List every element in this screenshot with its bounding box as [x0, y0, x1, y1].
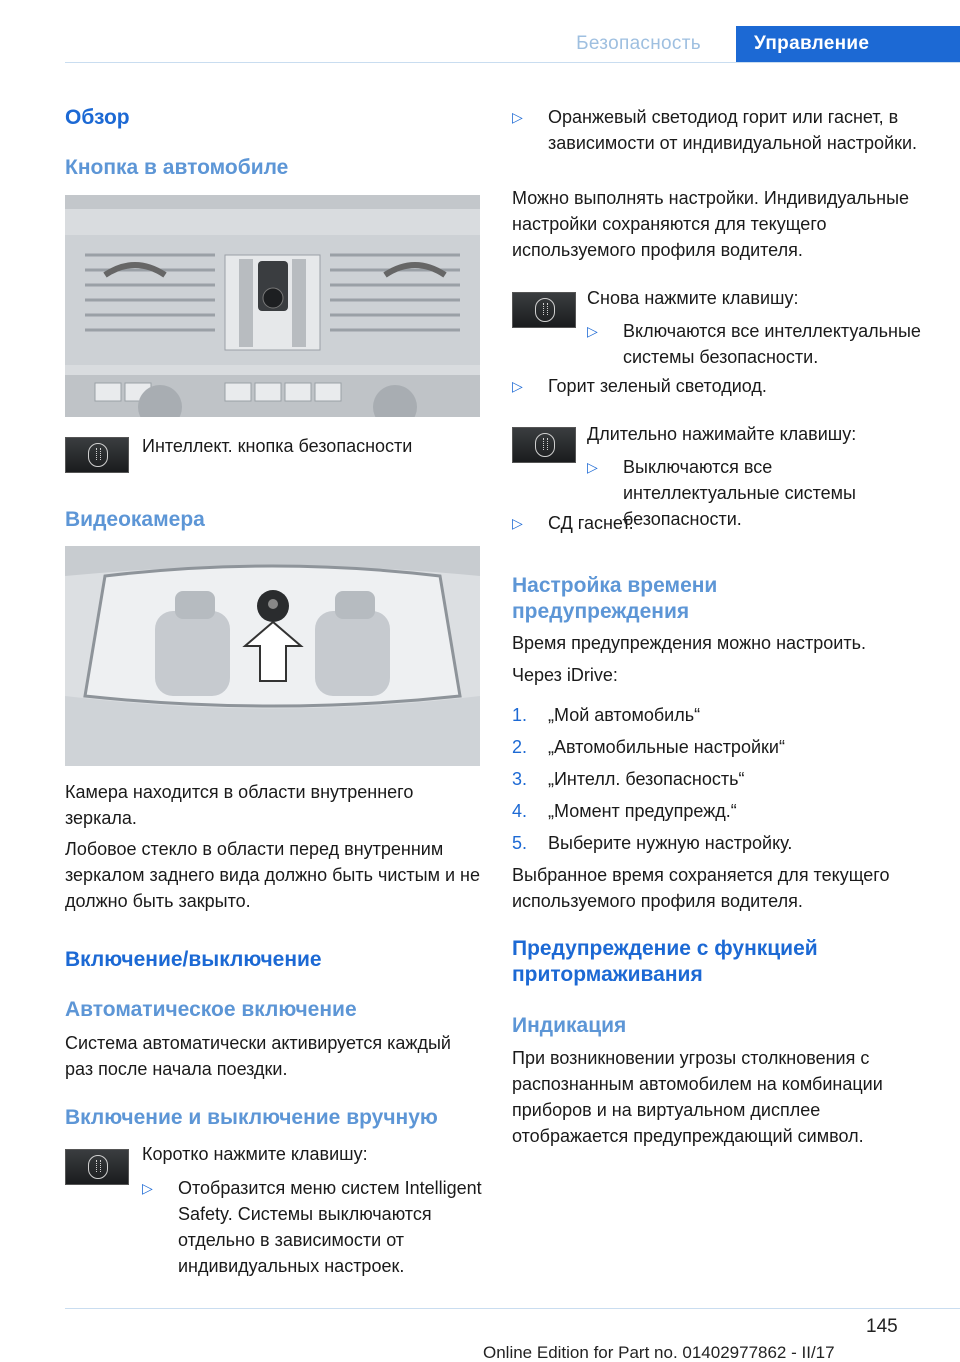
via-idrive-text: Через iDrive: — [512, 665, 618, 685]
heading-camera: Видеокамера — [65, 508, 205, 531]
tab-safety: Безопасность — [576, 33, 701, 54]
safety-button-icon — [65, 437, 129, 473]
green-led-bullet: ▷ Горит зеленый светодиод. — [512, 373, 932, 401]
led-off-bullet: ▷ СД гаснет. — [512, 510, 932, 538]
heading-button: Кнопка в автомобиле — [65, 156, 289, 179]
heading-auto-on: Автоматическое включение — [65, 998, 357, 1021]
heading-display: Индикация — [512, 1014, 627, 1037]
safety-button-icon-short — [65, 1149, 129, 1185]
all-on-bullet: ▷ Включаются все интеллектуальные системы безопасности. — [587, 318, 932, 374]
bullet-triangle-icon: ▷ — [512, 515, 523, 531]
heading-brake-warning: Предупреждение с функцией притормаживания — [512, 937, 818, 986]
manual-bullet: ▷ Отобразится меню систем Intelligent Safety. Системы выключаются отдельно в зависимости от индивидуальных настроек. — [142, 1175, 482, 1285]
long-press-text: Длительно нажимайте клавишу: — [587, 424, 857, 444]
safety-button-icon-again — [512, 292, 576, 328]
button-caption: Интеллект. кнопка безопасности — [142, 436, 413, 456]
camera-location-text: Камера находится в области внутреннего зеркала. — [65, 782, 414, 828]
short-press-text: Коротко нажмите клавишу: — [142, 1144, 368, 1164]
saved-time-text: Выбранное время сохраняется для текущего используемого профиля водителя. — [512, 865, 890, 911]
heading-warning-time: Настройка времени предупреждения — [512, 574, 718, 623]
bullet-triangle-icon: ▷ — [512, 378, 523, 394]
step-4: 4. „Момент предупрежд.“ — [512, 801, 737, 821]
bullet-triangle-icon: ▷ — [142, 1180, 153, 1196]
camera-windshield-text: Лобовое стекло в области перед внутренним зеркалом заднего вида должно быть чистым и не должно быть закрыто. — [65, 839, 480, 911]
step-1: 1. „Мой автомобиль“ — [512, 705, 701, 725]
bullet-triangle-icon: ▷ — [512, 109, 523, 125]
safety-button-icon-long — [512, 427, 576, 463]
bullet-triangle-icon: ▷ — [587, 459, 598, 475]
settings-text: Можно выполнять настройки. Индивидуальные настройки сохраняются для текущего используемого профиля водителя. — [512, 188, 910, 260]
header-rule — [65, 62, 960, 63]
press-again-text: Снова нажмите клавишу: — [587, 288, 799, 308]
auto-on-text: Система автоматически активируется каждый раз после начала поездки. — [65, 1033, 451, 1079]
step-3: 3. „Интелл. безопасность“ — [512, 769, 745, 789]
footer-rule — [65, 1308, 960, 1309]
bullet-triangle-icon: ▷ — [587, 323, 598, 339]
heading-manual: Включение и выключение вручную — [65, 1106, 438, 1129]
all-off-bullet: ▷ Выключаются все интеллектуальные системы безопасности. — [587, 454, 932, 510]
warning-time-text: Время предупреждения можно настроить. — [512, 633, 866, 653]
edition-note: Online Edition for Part no. 01402977862 - II/17 — [483, 1343, 835, 1362]
step-5: 5. Выберите нужную настройку. — [512, 833, 793, 853]
page-number: 145 — [866, 1316, 898, 1337]
orange-led-bullet: ▷ Оранжевый светодиод горит или гаснет, в зависимости от индивидуальной настройки. — [512, 104, 932, 184]
heading-on-off: Включение/выключение — [65, 948, 322, 971]
camera-photo — [65, 546, 480, 766]
dashboard-photo — [65, 195, 480, 417]
tab-control: Управление — [736, 26, 960, 62]
display-text: При возникновении угрозы столкновения с распознанным автомобилем на комбинации приборов и на виртуальном дисплее отображается предупреждающий символ. — [512, 1048, 883, 1146]
step-2: 2. „Автомобильные настройки“ — [512, 737, 785, 757]
heading-overview: Обзор — [65, 106, 130, 129]
